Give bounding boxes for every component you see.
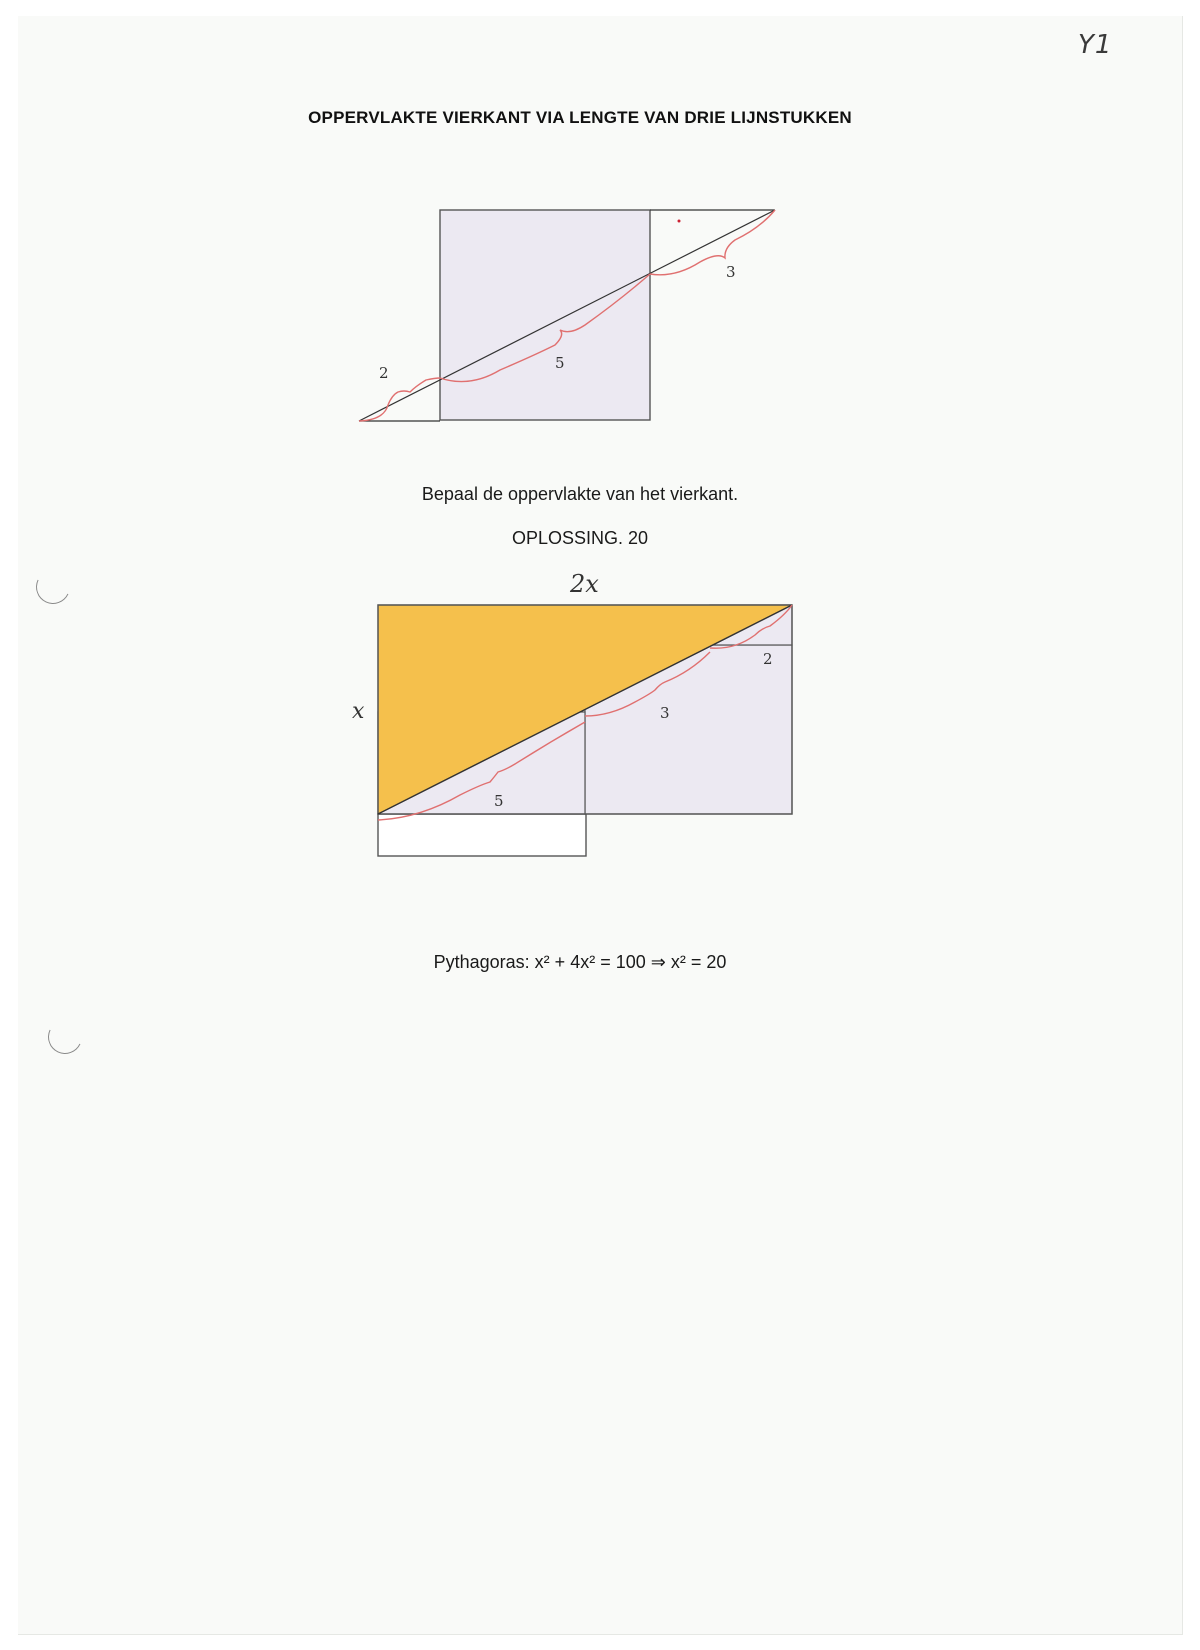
label-5: 5 (555, 354, 565, 372)
label-3: 3 (660, 704, 670, 722)
handwritten-page-number: Y1 (1078, 30, 1113, 60)
label-2x: 2x (570, 570, 599, 598)
label-x: x (352, 699, 365, 724)
solution-text: OPLOSSING. 20 (511, 528, 649, 548)
label-2: 2 (379, 364, 389, 382)
question-text: Bepaal de oppervlakte van het vierkant. (421, 484, 739, 504)
label-2: 2 (763, 650, 773, 668)
lower-box (378, 814, 586, 856)
page-title: OPPERVLAKTE VIERKANT VIA LENGTE VAN DRIE LIJNSTUKKEN (308, 108, 852, 127)
label-3: 3 (726, 263, 736, 281)
pythagoras-formula: Pythagoras: x² + 4x² = 100 ⇒ x² = 20 (433, 952, 727, 972)
label-5: 5 (494, 792, 504, 810)
